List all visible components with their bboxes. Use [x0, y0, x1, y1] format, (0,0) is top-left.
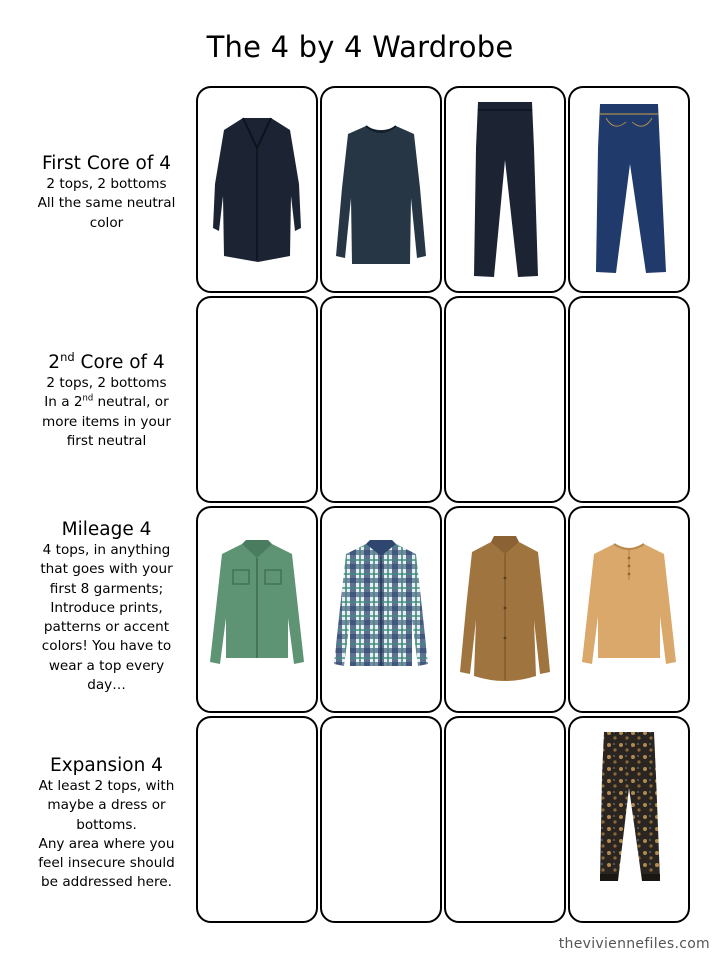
row-text: be addressed here. — [41, 874, 172, 891]
card-empty — [320, 716, 442, 923]
green-shirt-icon — [198, 508, 316, 711]
card-plaid-shirt — [320, 506, 442, 713]
card-long-sleeve-tee — [320, 86, 442, 293]
card-trousers — [444, 86, 566, 293]
row-text: first neutral — [66, 432, 147, 449]
row-text: Any area where you — [38, 835, 175, 852]
row-label-expansion — [14, 754, 199, 893]
card-empty — [444, 716, 566, 923]
row-text: feel insecure should — [38, 855, 175, 872]
trousers-icon — [446, 88, 564, 291]
row-text: patterns or accent — [43, 619, 170, 636]
row-label-first-core — [14, 152, 199, 233]
card-floral-pants — [568, 716, 690, 923]
card-empty — [196, 716, 318, 923]
jeans-icon — [570, 88, 688, 291]
row-heading: Mileage 4 — [61, 519, 152, 540]
row-heading: Expansion 4 — [50, 755, 163, 776]
card-green-shirt — [196, 506, 318, 713]
page-title: The 4 by 4 Wardrobe — [206, 30, 514, 64]
floral-pants-icon — [570, 718, 688, 921]
row-text: At least 2 tops, with — [38, 778, 175, 794]
card-empty — [320, 296, 442, 503]
row-text: Introduce prints, — [50, 599, 163, 616]
site-watermark: theviviennefiles.com — [558, 936, 710, 952]
cardigan-icon — [198, 88, 316, 291]
row-text: All the same neutral — [37, 195, 176, 212]
long-sleeve-tee-icon — [322, 88, 440, 291]
row-text: bottoms. — [76, 816, 137, 833]
henley-sweater-icon — [570, 508, 688, 711]
row-text: 4 tops, in anything — [42, 542, 171, 558]
row-text: color — [89, 214, 124, 231]
row-text: wear a top every — [48, 657, 165, 674]
row-text: first 8 garments; — [49, 580, 164, 597]
card-cardigan — [196, 86, 318, 293]
card-empty — [444, 296, 566, 503]
card-camel-tunic — [444, 506, 566, 713]
row-label-mileage — [14, 518, 199, 695]
row-text: maybe a dress or — [47, 797, 166, 814]
row-text: 2 tops, 2 bottoms — [46, 176, 167, 192]
row-text: that goes with your — [40, 561, 173, 578]
row-heading: First Core of 4 — [42, 153, 171, 174]
plaid-shirt-icon — [322, 508, 440, 711]
card-empty — [196, 296, 318, 503]
row-heading: 2nd Core of 4 — [48, 349, 165, 373]
row-text: 2 tops, 2 bottoms — [46, 375, 167, 391]
card-jeans — [568, 86, 690, 293]
camel-tunic-icon — [446, 508, 564, 711]
row-text: day… — [87, 677, 126, 694]
row-text: more items in your — [42, 413, 171, 430]
card-empty — [568, 296, 690, 503]
row-text: In a 2nd neutral, or — [44, 392, 169, 411]
card-henley-sweater — [568, 506, 690, 713]
row-label-second-core — [14, 351, 199, 451]
row-text: colors! You have to — [41, 638, 172, 655]
